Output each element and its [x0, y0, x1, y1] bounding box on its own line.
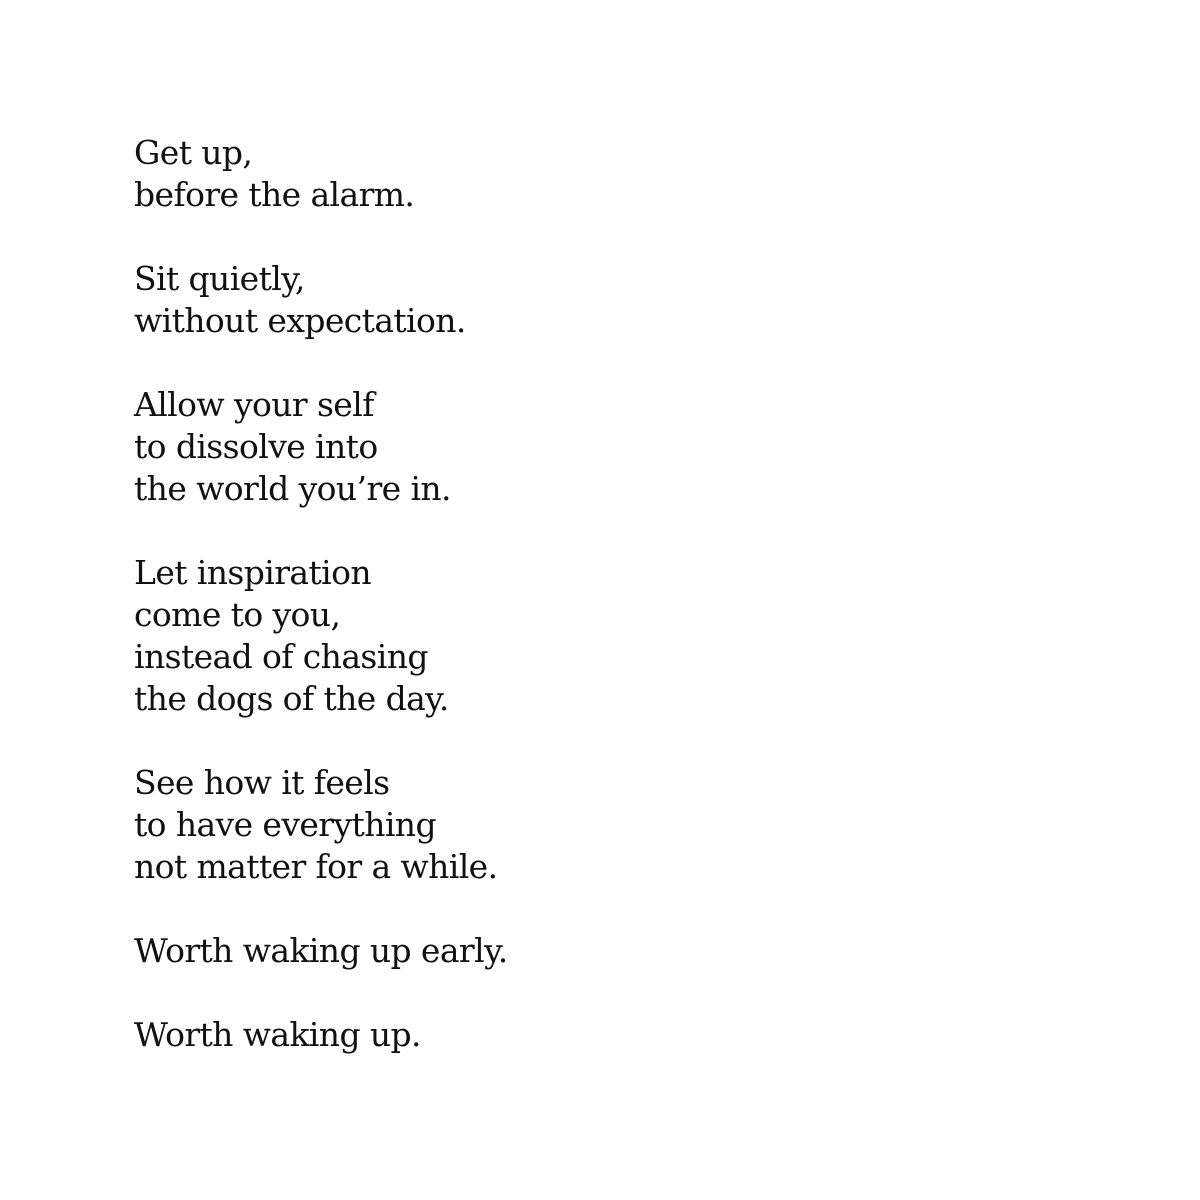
- poem-line: to dissolve into: [134, 427, 378, 466]
- poem-line: instead of chasing: [134, 637, 428, 676]
- poem-line: Worth waking up early.: [134, 931, 508, 970]
- poem-line: Worth waking up.: [134, 1015, 421, 1054]
- poem-line: See how it feels: [134, 763, 390, 802]
- stanza-6: [134, 930, 1034, 972]
- poem-line: come to you,: [134, 595, 341, 634]
- stanza-1: [134, 132, 1034, 216]
- stanza-7: [134, 1014, 1034, 1056]
- stanza-3: [134, 384, 1034, 510]
- poem-line: Get up,: [134, 133, 253, 172]
- poem-line: the world you’re in.: [134, 469, 451, 508]
- poem-line: Allow your self: [134, 385, 374, 424]
- poem: [134, 132, 1034, 1056]
- stanza-2: [134, 258, 1034, 342]
- poem-line: to have everything: [134, 805, 436, 844]
- stanza-4: [134, 552, 1034, 720]
- poem-line: Sit quietly,: [134, 259, 305, 298]
- poem-line: before the alarm.: [134, 175, 415, 214]
- stanza-5: [134, 762, 1034, 888]
- poem-line: the dogs of the day.: [134, 679, 449, 718]
- poem-line: not matter for a while.: [134, 847, 498, 886]
- poem-line: without expectation.: [134, 301, 466, 340]
- poem-line: Let inspiration: [134, 553, 372, 592]
